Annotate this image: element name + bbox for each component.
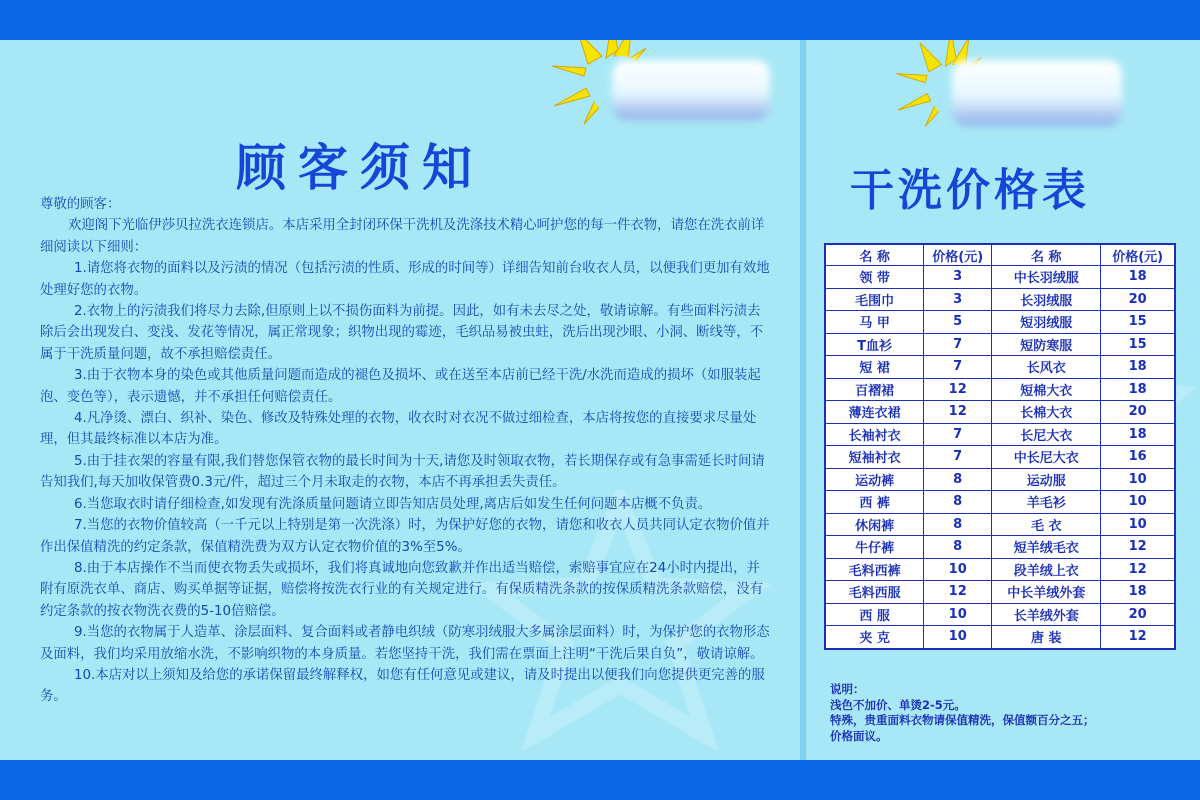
table-row <box>825 378 1175 401</box>
table-cell: 8 <box>924 491 992 514</box>
table-cell: 西 裤 <box>825 491 924 514</box>
table-row <box>825 468 1175 491</box>
table-header-row <box>825 244 1175 266</box>
table-cell: 毛料西裤 <box>825 558 924 581</box>
table-cell: 短羊绒毛衣 <box>992 536 1101 559</box>
price-panel <box>806 40 1200 760</box>
table-cell: 长袖衬衣 <box>825 423 924 446</box>
table-row <box>825 513 1175 536</box>
table-row <box>825 333 1175 356</box>
table-cell: 5 <box>924 311 992 334</box>
table-cell: 7 <box>924 333 992 356</box>
table-cell: 18 <box>1101 423 1175 446</box>
notice-paragraph: 4.凡净烫、漂白、织补、染色、修改及特殊处理的衣物，收衣时对衣况不做过细检查，本店将按您的直接要求尽量处理，但其最终标准以本店为准。 <box>40 411 757 448</box>
table-cell: 20 <box>1101 288 1175 311</box>
table-cell: 7 <box>924 446 992 469</box>
table-cell: 领 带 <box>825 266 924 289</box>
table-row <box>825 536 1175 559</box>
table-cell: T血衫 <box>825 333 924 356</box>
table-cell: 20 <box>1101 401 1175 424</box>
table-cell: 唐 装 <box>992 626 1101 649</box>
notice-paragraph: 10.本店对以上须知及给您的承诺保留最终解释权，如您有任何意见或建议，请及时提出以便我们向您提供更完善的服务。 <box>40 667 765 705</box>
table-cell: 16 <box>1101 446 1175 469</box>
table-row <box>825 603 1175 626</box>
table-cell: 长棉大衣 <box>992 401 1101 424</box>
notice-panel <box>0 40 800 760</box>
table-cell: 3 <box>924 266 992 289</box>
table-cell: 百褶裙 <box>825 378 924 401</box>
table-cell: 12 <box>1101 626 1175 649</box>
table-cell: 18 <box>1101 266 1175 289</box>
table-cell: 短棉大衣 <box>992 378 1101 401</box>
table-cell: 毛围巾 <box>825 288 924 311</box>
header-cell: 名 称 <box>825 244 924 266</box>
table-cell: 运动裤 <box>825 468 924 491</box>
table-cell: 马 甲 <box>825 311 924 334</box>
table-cell: 15 <box>1101 311 1175 334</box>
table-cell: 15 <box>1101 333 1175 356</box>
table-cell: 12 <box>1101 536 1175 559</box>
table-cell: 牛仔裤 <box>825 536 924 559</box>
table-cell: 12 <box>1101 558 1175 581</box>
blurred-logo <box>952 60 1122 126</box>
price-table <box>824 243 1176 650</box>
header-cell: 名 称 <box>992 244 1101 266</box>
table-row <box>825 423 1175 446</box>
table-row <box>825 356 1175 379</box>
table-row <box>825 266 1175 289</box>
table-cell: 运动服 <box>992 468 1101 491</box>
table-cell: 毛料西服 <box>825 581 924 604</box>
bottom-frame-bar <box>0 760 1200 800</box>
table-cell: 10 <box>1101 468 1175 491</box>
notice-paragraph: 5.由于挂衣架的容量有限,我们替您保管衣物的最长时间为十天,请您及时领取衣物，若长期保存或有急事需延长时间请告知我们,每天加收保管费0.3元/件，超过三个月未取走的衣物，本店不再承担丢失责任。 <box>40 453 765 491</box>
top-frame-bar <box>0 0 1200 40</box>
table-cell: 10 <box>1101 491 1175 514</box>
header-cell: 价格(元) <box>924 244 992 266</box>
notice-paragraph: 9.当您的衣物属于人造革、涂层面料、复合面料或者静电织绒（防寒羽绒服大多属涂层面料）时，为保护您的衣物形态及面料，我们均采用放缩水洗，不影响织物的本身质量。若您坚持干洗，我们需在票面上注明“干洗后果自负”，敬请谅解。 <box>40 625 770 662</box>
table-row <box>825 446 1175 469</box>
notice-paragraph: 6.当您取衣时请仔细检查,如发现有洗涤质量问题请立即告知店员处理,离店后如发生任何问题本店概不负责。 <box>74 496 712 512</box>
price-title: 干洗价格表 <box>850 165 1090 216</box>
table-cell: 薄连衣裙 <box>825 401 924 424</box>
table-cell: 20 <box>1101 603 1175 626</box>
notice-title: 顾客须知 <box>236 139 484 197</box>
table-cell: 休闲裤 <box>825 513 924 536</box>
table-row <box>825 401 1175 424</box>
blurred-logo <box>612 60 770 120</box>
table-cell: 7 <box>924 356 992 379</box>
table-cell: 10 <box>924 603 992 626</box>
table-cell: 长风衣 <box>992 356 1101 379</box>
notes-line: 价格面议。 <box>830 728 888 743</box>
notes-line: 浅色不加价、单烫2-5元。 <box>830 697 966 712</box>
table-cell: 10 <box>924 626 992 649</box>
table-cell: 12 <box>924 378 992 401</box>
table-row <box>825 311 1175 334</box>
table-cell: 中长羊绒外套 <box>992 581 1101 604</box>
table-cell: 短 裙 <box>825 356 924 379</box>
table-cell: 毛 衣 <box>992 513 1101 536</box>
table-cell: 短防寒服 <box>992 333 1101 356</box>
table-row <box>825 558 1175 581</box>
table-cell: 段羊绒上衣 <box>992 558 1101 581</box>
notice-paragraph: 8.由于本店操作不当而使衣物丢失或损坏，我们将真诚地向您致歉并作出适当赔偿，索赔事宜应在24小时内提出，并附有原洗衣单、商店、购买单据等证据，赔偿将按洗衣行业的有关规定进行。有保质精洗条款的按保质精洗条款赔偿，没有约定条款的按衣物洗衣费的5-10倍赔偿。 <box>40 560 764 619</box>
greeting: 尊敬的顾客： <box>40 197 121 212</box>
table-cell: 10 <box>924 558 992 581</box>
notice-body <box>40 194 770 708</box>
table-row <box>825 626 1175 649</box>
table-row <box>825 581 1175 604</box>
table-cell: 8 <box>924 536 992 559</box>
table-cell: 18 <box>1101 356 1175 379</box>
table-cell: 10 <box>1101 513 1175 536</box>
table-cell: 12 <box>924 401 992 424</box>
price-notes <box>830 682 1095 744</box>
notice-paragraph: 7.当您的衣物价值较高（一千元以上特别是第一次洗涤）时，为保护好您的衣物，请您和收衣人员共同认定衣物价值并作出保值精洗的约定条款，保值精洗费为双方认定衣物价值的3%至5%。 <box>40 518 770 555</box>
table-cell: 18 <box>1101 378 1175 401</box>
notice-paragraph: 3.由于衣物本身的染色或其他质量问题而造成的褪色及损坏、或在送至本店前已经干洗/水洗而造成的损坏（如服装起泡、变色等），表示遗憾，并不承担任何赔偿责任。 <box>40 368 761 405</box>
table-cell: 西 服 <box>825 603 924 626</box>
table-cell: 18 <box>1101 581 1175 604</box>
table-cell: 3 <box>924 288 992 311</box>
notice-paragraph: 1.请您将衣物的面料以及污渍的情况（包括污渍的性质、形成的时间等）详细告知前台收衣人员，以便我们更加有效地处理好您的衣物。 <box>40 261 770 298</box>
table-row <box>825 491 1175 514</box>
notice-paragraph: 欢迎阁下光临伊莎贝拉洗衣连锁店。本店采用全封闭环保干洗机及洗涤技术精心呵护您的每一件衣物，请您在洗衣前详细阅读以下细则： <box>40 218 765 255</box>
table-cell: 短羽绒服 <box>992 311 1101 334</box>
table-cell: 12 <box>924 581 992 604</box>
table-cell: 中长羽绒服 <box>992 266 1101 289</box>
table-cell: 7 <box>924 423 992 446</box>
table-cell: 羊毛衫 <box>992 491 1101 514</box>
notes-line: 特殊，贵重面料衣物请保值精洗，保值额百分之五； <box>830 713 1095 727</box>
table-cell: 长尼大衣 <box>992 423 1101 446</box>
header-cell: 价格(元) <box>1101 244 1175 266</box>
notice-paragraph: 2.衣物上的污渍我们将尽力去除,但原则上以不损伤面料为前提。因此，如有未去尽之处，敬请谅解。有些面料污渍去除后会出现发白、变浅、发花等情况，属正常现象；织物出现的霉迹，毛织品易被虫蛀，洗后出现沙眼、小洞、断线等，不属于干洗质量问题，故不承担赔偿责任。 <box>40 304 764 362</box>
table-cell: 8 <box>924 468 992 491</box>
table-cell: 夹 克 <box>825 626 924 649</box>
table-cell: 长羊绒外套 <box>992 603 1101 626</box>
table-row <box>825 288 1175 311</box>
table-cell: 长羽绒服 <box>992 288 1101 311</box>
notes-heading: 说明： <box>830 682 865 696</box>
table-cell: 中长尼大衣 <box>992 446 1101 469</box>
table-cell: 8 <box>924 513 992 536</box>
table-cell: 短袖衬衣 <box>825 446 924 469</box>
